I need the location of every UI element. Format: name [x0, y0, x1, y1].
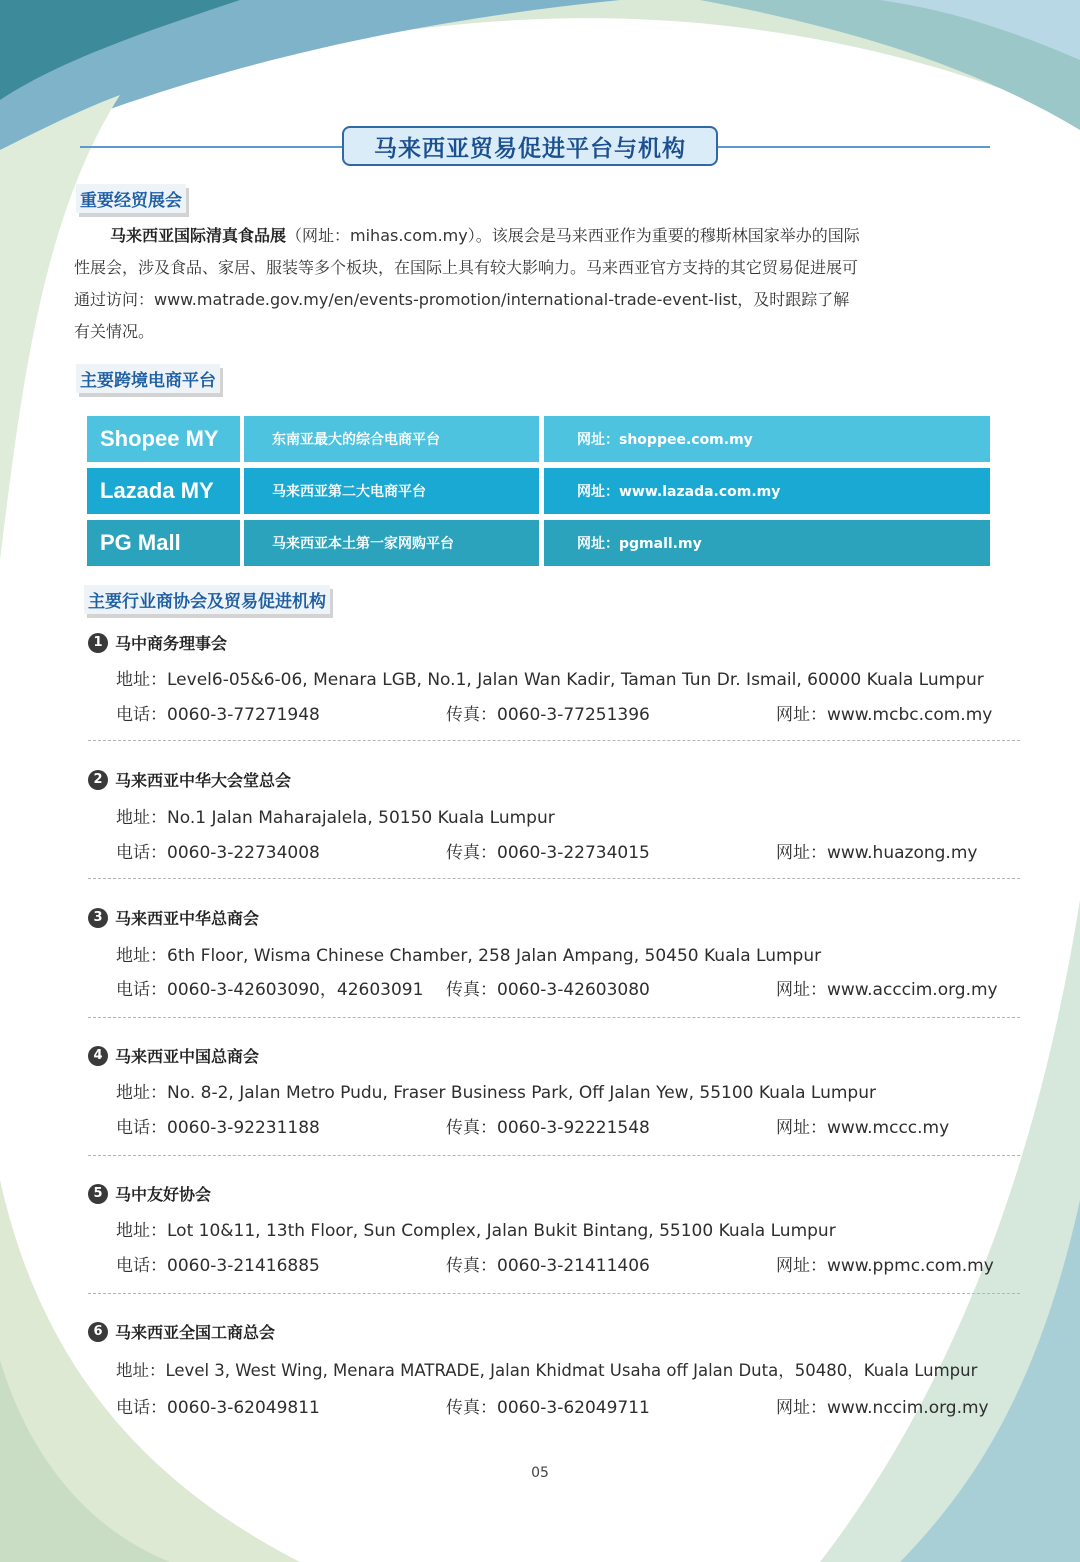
org-address: 地址：6th Floor, Wisma Chinese Chamber, 258 Jalan Ampang, 50450 Kuala Lumpur — [116, 946, 822, 966]
org-website[interactable]: 网址：www.nccim.org.my — [776, 1398, 989, 1418]
org-fax: 传真：0060-3-22734015 — [446, 843, 650, 863]
org-website[interactable]: 网址：www.huazong.my — [776, 843, 978, 863]
org-phone: 电话：0060-3-77271948 — [116, 705, 320, 725]
org-number-badge: 2 — [88, 770, 108, 790]
org-website[interactable]: 网址：www.acccim.org.my — [776, 980, 998, 1000]
dashed-divider — [88, 878, 1020, 879]
page-number: 05 — [531, 1465, 549, 1481]
org-phone: 电话：0060-3-62049811 — [116, 1398, 320, 1418]
org-address: 地址：No.1 Jalan Maharajalela, 50150 Kuala Lumpur — [116, 808, 555, 828]
org-address: 地址：Lot 10&11, 13th Floor, Sun Complex, Jalan Bukit Bintang, 55100 Kuala Lumpur — [116, 1221, 836, 1241]
para-line-3: 通过访问：www.matrade.gov.my/en/events-promotion/international-trade-event-list，及时跟踪了解 — [74, 290, 850, 309]
org-name: 马中商务理事会 — [115, 634, 228, 653]
org-number-badge: 6 — [88, 1322, 108, 1342]
platform-url[interactable]: 网址：pgmall.my — [544, 520, 990, 566]
org-phone: 电话：0060-3-22734008 — [116, 843, 320, 863]
section-heading-fairs: 重要经贸展会 — [76, 184, 186, 213]
platform-row — [87, 416, 990, 462]
platform-row — [87, 520, 990, 566]
platform-url[interactable]: 网址：www.lazada.com.my — [544, 468, 990, 514]
org-heading — [88, 1044, 259, 1067]
org-phone: 电话：0060-3-42603090，42603091 — [116, 980, 424, 1000]
org-fax: 传真：0060-3-62049711 — [446, 1398, 650, 1418]
fair-name: 马来西亚国际清真食品展 — [110, 226, 287, 245]
page-title: 马来西亚贸易促进平台与机构 — [342, 126, 718, 166]
platform-url[interactable]: 网址：shoppee.com.my — [544, 416, 990, 462]
dashed-divider — [88, 1017, 1020, 1018]
platform-name: Lazada MY — [87, 468, 240, 514]
org-number-badge: 5 — [88, 1184, 108, 1204]
org-website[interactable]: 网址：www.mcbc.com.my — [776, 705, 993, 725]
dashed-divider — [88, 740, 1020, 741]
fairs-paragraph — [74, 220, 990, 348]
org-name: 马来西亚中华大会堂总会 — [115, 771, 292, 790]
para-line-4: 有关情况。 — [74, 322, 155, 341]
platform-name: PG Mall — [87, 520, 240, 566]
org-heading — [88, 768, 291, 791]
org-fax: 传真：0060-3-92221548 — [446, 1118, 650, 1138]
org-name: 马来西亚中华总商会 — [115, 909, 260, 928]
org-heading — [88, 631, 227, 654]
title-line-left — [80, 146, 342, 148]
section-heading-platforms: 主要跨境电商平台 — [76, 364, 220, 393]
org-name: 马来西亚中国总商会 — [115, 1047, 260, 1066]
org-fax: 传真：0060-3-77251396 — [446, 705, 650, 725]
org-website[interactable]: 网址：www.mccc.my — [776, 1118, 950, 1138]
org-fax: 传真：0060-3-42603080 — [446, 980, 650, 1000]
org-address: 地址：Level 3, West Wing, Menara MATRADE, Jalan Khidmat Usaha off Jalan Duta，50480，Kuala Lumpur — [116, 1361, 978, 1380]
org-heading — [88, 1182, 211, 1205]
para-line-2: 性展会，涉及食品、家居、服装等多个板块，在国际上具有较大影响力。马来西亚官方支持的其它贸易促进展可 — [74, 258, 859, 277]
org-website[interactable]: 网址：www.ppmc.com.my — [776, 1256, 994, 1276]
org-number-badge: 3 — [88, 908, 108, 928]
org-name: 马中友好协会 — [115, 1185, 212, 1204]
dashed-divider — [88, 1293, 1020, 1294]
platform-name: Shopee MY — [87, 416, 240, 462]
platform-desc: 马来西亚第二大电商平台 — [244, 468, 539, 514]
title-line-right — [718, 146, 990, 148]
platform-desc: 东南亚最大的综合电商平台 — [244, 416, 539, 462]
para-line-1: （网址：mihas.com.my）。该展会是马来西亚作为重要的穆斯林国家举办的国际 — [286, 226, 860, 245]
section-heading-orgs: 主要行业商协会及贸易促进机构 — [84, 585, 330, 614]
org-address: 地址：No. 8-2, Jalan Metro Pudu, Fraser Business Park, Off Jalan Yew, 55100 Kuala Lumpur — [116, 1083, 876, 1103]
org-phone: 电话：0060-3-21416885 — [116, 1256, 320, 1276]
org-fax: 传真：0060-3-21411406 — [446, 1256, 650, 1276]
org-heading — [88, 906, 259, 929]
org-number-badge: 1 — [88, 633, 108, 653]
org-address: 地址：Level6-05&6-06, Menara LGB, No.1, Jalan Wan Kadir, Taman Tun Dr. Ismail, 60000 Kuala Lumpur — [116, 670, 984, 690]
platform-row — [87, 468, 990, 514]
dashed-divider — [88, 1155, 1020, 1156]
org-number-badge: 4 — [88, 1046, 108, 1066]
org-name: 马来西亚全国工商总会 — [115, 1323, 276, 1342]
org-phone: 电话：0060-3-92231188 — [116, 1118, 320, 1138]
platform-desc: 马来西亚本土第一家网购平台 — [244, 520, 539, 566]
org-heading — [88, 1320, 275, 1343]
